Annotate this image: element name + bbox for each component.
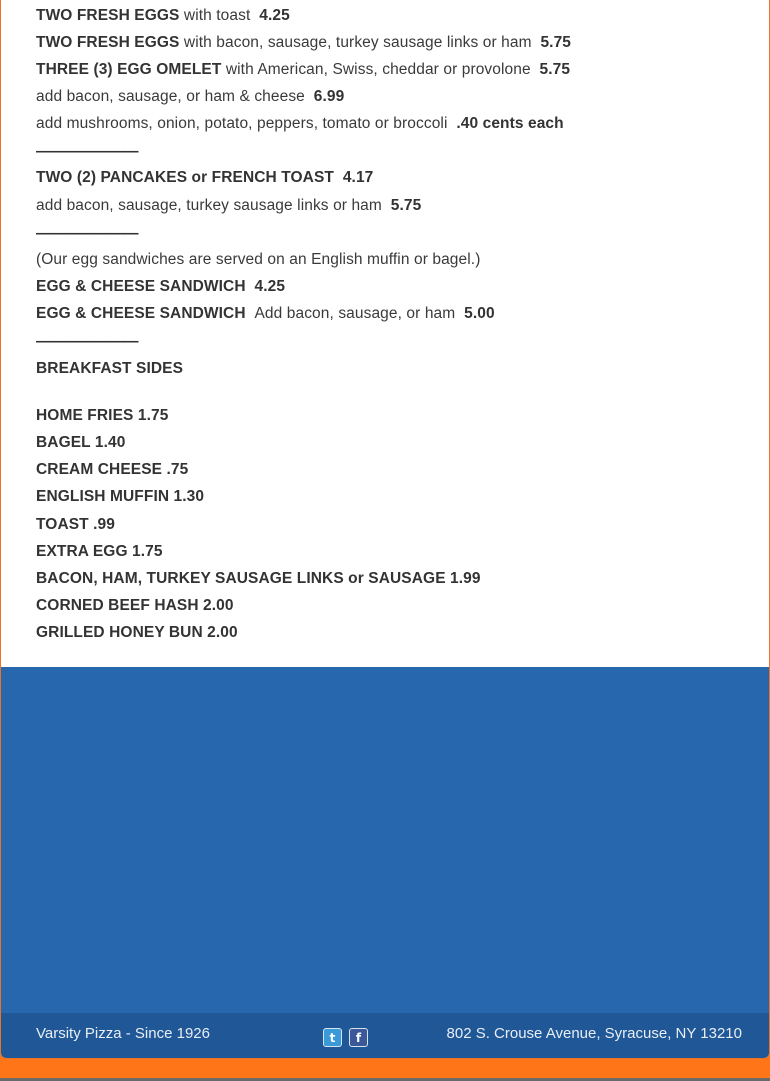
divider: ——————— xyxy=(36,333,138,350)
side-item xyxy=(36,487,204,507)
item-desc: with toast xyxy=(179,7,251,24)
item-desc: Add bacon, sausage, or ham xyxy=(254,305,456,322)
item-desc: add mushrooms, onion, potato, peppers, tomato or broccoli xyxy=(36,115,448,132)
divider: ——————— xyxy=(36,225,138,242)
side-label: BAGEL 1.40 xyxy=(36,434,126,451)
item-price: 4.17 xyxy=(342,169,374,186)
item-name: THREE (3) EGG OMELET xyxy=(36,61,222,78)
item-desc: with American, Swiss, cheddar or provolone xyxy=(221,61,531,78)
menu-line xyxy=(36,168,373,188)
item-price: .40 cents each xyxy=(456,115,564,132)
side-label: HOME FRIES 1.75 xyxy=(36,407,169,424)
item-desc: (Our egg sandwiches are served on an English muffin or bagel.) xyxy=(36,251,481,268)
item-price: 5.00 xyxy=(464,305,495,322)
item-price: 4.25 xyxy=(254,278,286,295)
item-price: 5.75 xyxy=(539,61,571,78)
side-label: BACON, HAM, TURKEY SAUSAGE LINKS or SAUSAGE 1.99 xyxy=(36,570,481,587)
item-desc: add bacon, sausage, turkey sausage links or ham xyxy=(36,197,382,214)
item-price: 4.25 xyxy=(259,7,290,24)
side-label: ENGLISH MUFFIN 1.30 xyxy=(36,488,205,505)
facebook-icon[interactable]: f xyxy=(349,1028,368,1047)
side-item xyxy=(36,596,234,616)
menu-line xyxy=(36,114,564,134)
menu-line xyxy=(36,87,344,107)
item-name: TWO (2) PANCAKES or FRENCH TOAST xyxy=(36,169,334,186)
side-item xyxy=(36,623,238,643)
section-heading xyxy=(36,359,183,379)
footer xyxy=(1,1013,769,1058)
side-label: CREAM CHEESE .75 xyxy=(36,461,189,478)
side-label: TOAST .99 xyxy=(36,516,115,533)
footer-address: 802 S. Crouse Avenue, Syracuse, NY 13210 xyxy=(446,1025,742,1042)
item-desc: add bacon, sausage, or ham & cheese xyxy=(36,88,305,105)
side-item xyxy=(36,460,188,480)
item-price: 6.99 xyxy=(313,88,345,105)
item-desc: with bacon, sausage, turkey sausage links or ham xyxy=(179,34,532,51)
menu-content xyxy=(1,0,769,667)
menu-line xyxy=(36,277,285,297)
item-name: TWO FRESH EGGS xyxy=(36,34,180,51)
side-item xyxy=(36,569,481,589)
item-price: 5.75 xyxy=(540,34,572,51)
item-price: 5.75 xyxy=(390,197,422,214)
sides-heading: BREAKFAST SIDES xyxy=(36,360,184,377)
divider: ——————— xyxy=(36,143,138,160)
menu-line xyxy=(36,33,571,53)
menu-line xyxy=(36,60,570,80)
item-name: EGG & CHEESE SANDWICH xyxy=(36,278,246,295)
menu-line xyxy=(36,250,480,270)
menu-line xyxy=(36,196,421,216)
menu-line xyxy=(36,6,290,26)
menu-line xyxy=(36,304,495,324)
side-item xyxy=(36,515,115,535)
side-item xyxy=(36,542,163,562)
twitter-icon[interactable]: t xyxy=(323,1028,342,1047)
item-name: EGG & CHEESE SANDWICH xyxy=(36,305,246,322)
blue-panel xyxy=(1,667,769,1013)
side-label: EXTRA EGG 1.75 xyxy=(36,543,163,560)
side-label: GRILLED HONEY BUN 2.00 xyxy=(36,624,238,641)
item-name: TWO FRESH EGGS xyxy=(36,7,180,24)
side-item xyxy=(36,406,168,426)
footer-brand: Varsity Pizza - Since 1926 xyxy=(36,1025,210,1042)
side-item xyxy=(36,433,125,453)
side-label: CORNED BEEF HASH 2.00 xyxy=(36,597,234,614)
